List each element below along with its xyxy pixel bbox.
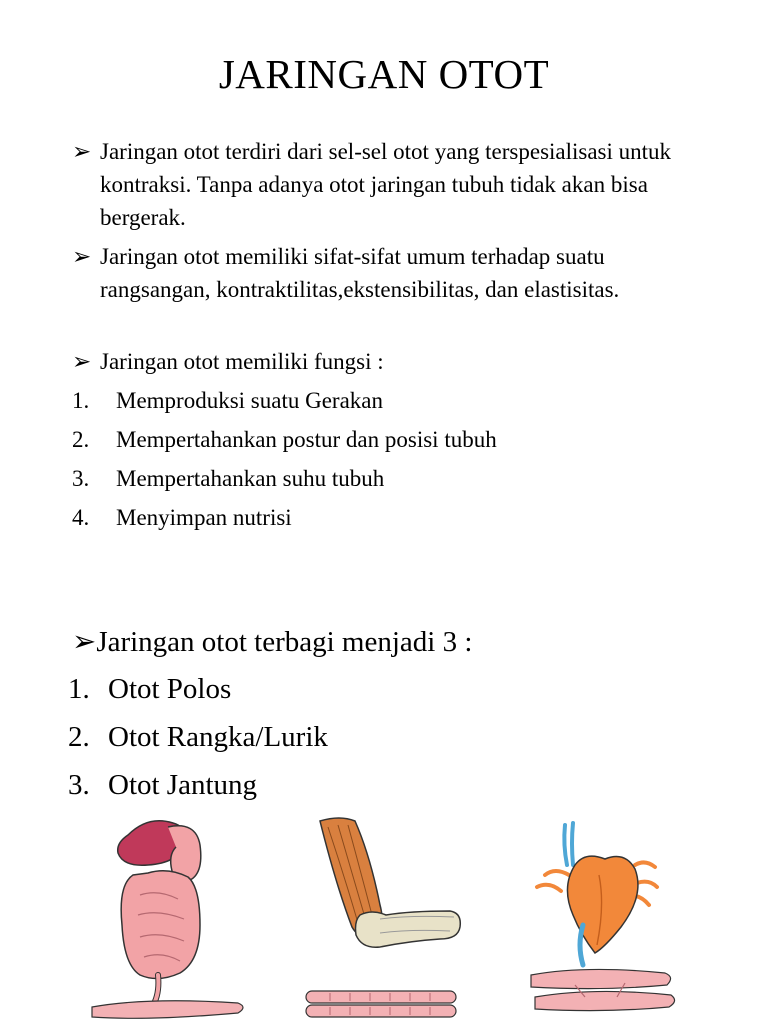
bullet-text: Jaringan otot terdiri dari sel-sel otot yang terspesialisasi untuk kontraksi. Tanpa adanya otot jaringan tubuh tidak akan bisa bergerak. — [100, 139, 672, 230]
item-number: 2. — [72, 427, 90, 452]
item-number: 3. — [72, 466, 90, 491]
item-number: 3. — [68, 769, 90, 801]
bullet-text: Jaringan otot memiliki fungsi : — [100, 349, 384, 374]
type-item — [68, 717, 328, 757]
bullet-item — [72, 345, 712, 378]
function-item — [72, 462, 384, 495]
item-number: 4. — [72, 505, 90, 530]
digestive-organs-icon — [118, 821, 201, 1015]
cardiac-muscle-fibers — [531, 969, 675, 1010]
arrowhead-bullet-icon: ➢ — [72, 349, 92, 374]
item-number: 1. — [72, 388, 90, 413]
item-text: Menyimpan nutrisi — [116, 505, 292, 530]
item-text: Memproduksi suatu Gerakan — [116, 388, 383, 413]
smooth-muscle-fibers — [92, 1001, 243, 1019]
heart-icon — [537, 823, 657, 965]
type-item — [68, 669, 231, 709]
arm-muscle-icon — [320, 818, 460, 947]
bullet-item — [72, 135, 712, 234]
arrowhead-bullet-icon: ➢ — [72, 244, 92, 269]
page-title: JARINGAN OTOT — [218, 51, 550, 97]
item-text: Mempertahankan suhu tubuh — [116, 466, 385, 491]
function-item — [72, 384, 383, 417]
bullet-text: Jaringan otot memiliki sifat-sifat umum terhadap suatu rangsangan, kontraktilitas,ekstensibilitas, dan elastisitas. — [100, 244, 620, 302]
skeletal-muscle-fibers — [306, 991, 456, 1017]
types-heading-text: Jaringan otot terbagi menjadi 3 : — [96, 626, 473, 658]
item-text: Otot Polos — [108, 673, 232, 705]
arrowhead-bullet-icon: ➢ — [72, 139, 92, 164]
item-number: 1. — [68, 673, 90, 705]
smooth-muscle-illustration — [88, 815, 258, 1024]
item-text: Otot Rangka/Lurik — [108, 721, 328, 753]
function-item — [72, 501, 292, 534]
function-item — [72, 423, 497, 456]
type-item — [68, 765, 257, 805]
item-text: Otot Jantung — [108, 769, 258, 801]
item-text: Mempertahankan postur dan posisi tubuh — [116, 427, 497, 452]
skeletal-muscle-illustration — [300, 815, 470, 1024]
arrowhead-bullet-icon: ➢ — [72, 626, 97, 658]
item-number: 2. — [68, 721, 90, 753]
bullet-item — [72, 240, 712, 306]
types-heading — [72, 622, 472, 662]
cardiac-muscle-illustration — [525, 815, 695, 1024]
